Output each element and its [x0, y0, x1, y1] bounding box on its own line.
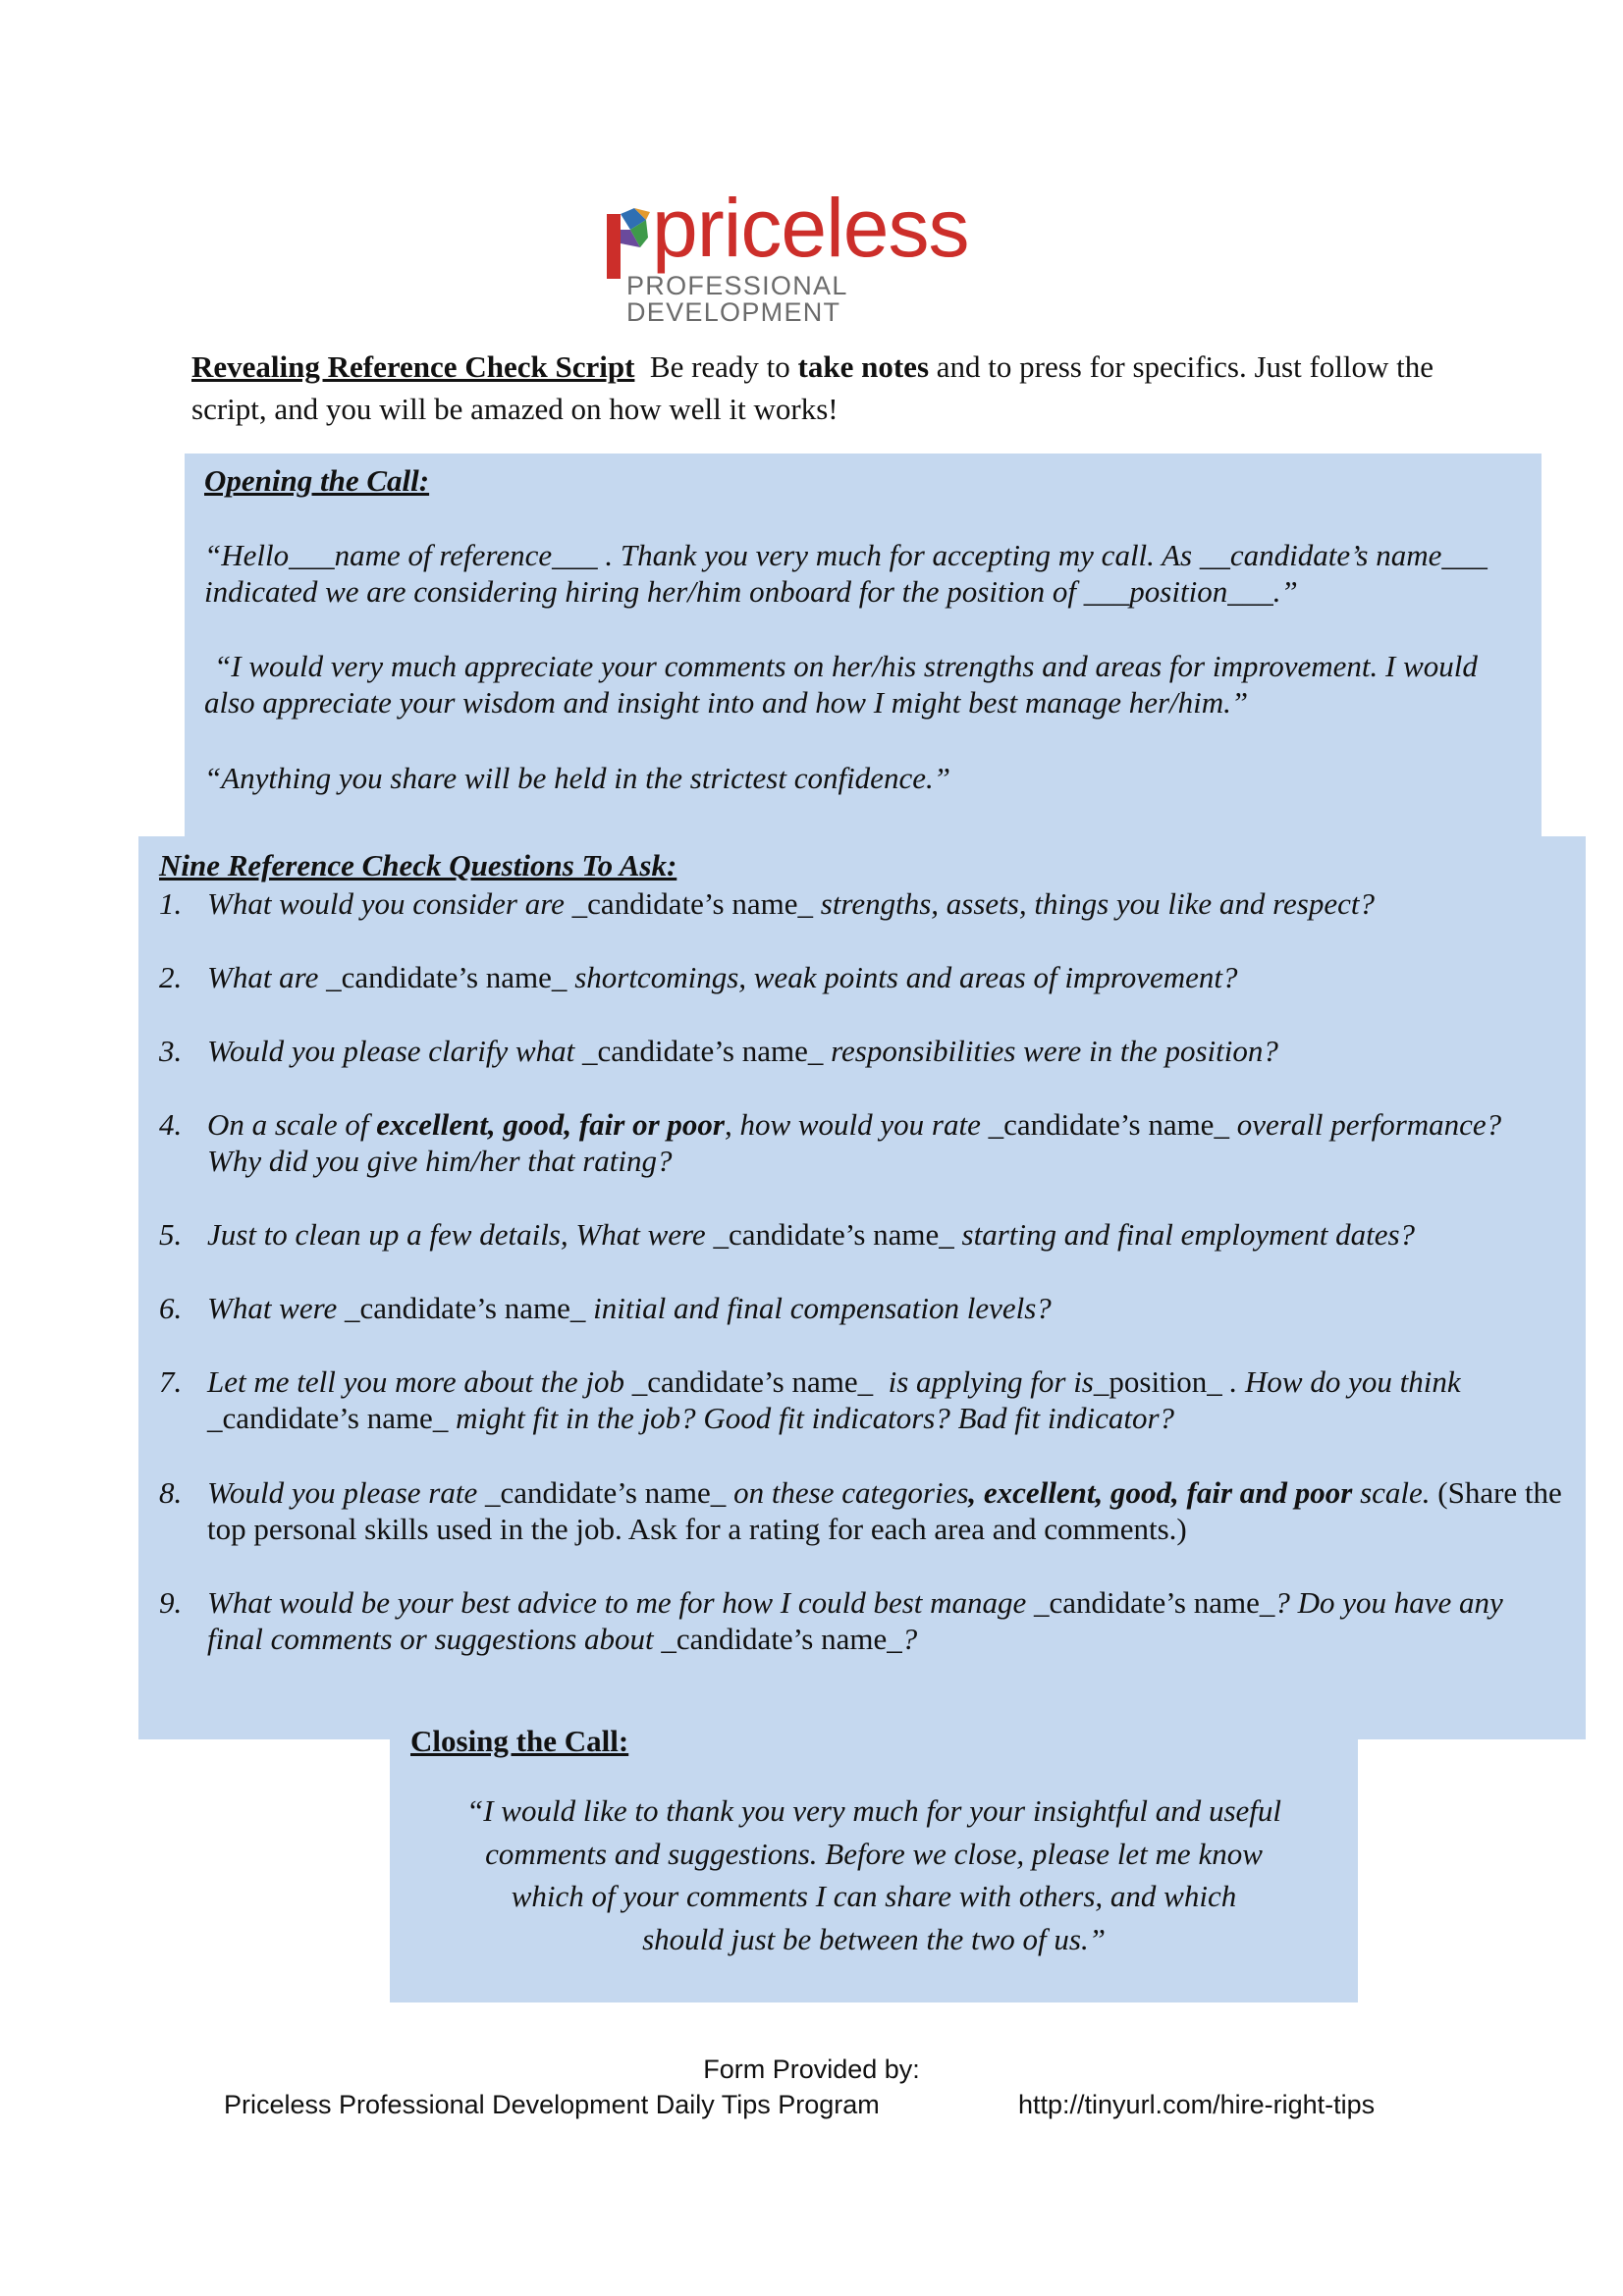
candidate-placeholder: _candidate’s name_ [713, 1217, 954, 1252]
question-number: 4. [159, 1107, 183, 1142]
question-number: 2. [159, 960, 183, 994]
question-number: 9. [159, 1585, 183, 1620]
logo-star-icon [601, 204, 652, 281]
question-text: ? [901, 1622, 918, 1656]
question-text: What are [207, 960, 319, 994]
question-text: Would you please clarify what [207, 1034, 575, 1068]
opening-heading: Opening the Call: [204, 463, 430, 498]
document-title: Revealing Reference Check Script [191, 349, 635, 384]
question-text: might fit in the job? Good fit indicators? Bad fit indicator? [456, 1401, 1175, 1435]
question-text: . How do you think [1229, 1364, 1461, 1399]
question-text: shortcomings, weak points and areas of improvement? [574, 960, 1238, 994]
closing-line: which of your comments I can share with others, and which [511, 1879, 1237, 1913]
question-number: 3. [159, 1034, 183, 1068]
question-number: 1. [159, 886, 183, 921]
footer-provided-by: Form Provided by: [703, 2055, 920, 2084]
footer-link[interactable]: http://tinyurl.com/hire-right-tips [1018, 2090, 1376, 2119]
closing-heading: Closing the Call: [410, 1724, 629, 1758]
question-text: is applying for is [888, 1364, 1094, 1399]
question-text: Just to clean up a few details, What were [207, 1217, 706, 1252]
question-text: starting and final employment dates? [961, 1217, 1416, 1252]
position-placeholder: _position_ [1093, 1364, 1222, 1399]
intro-text-1: Be ready to [649, 349, 790, 384]
candidate-placeholder: _candidate’s name_ [484, 1475, 727, 1510]
question-text: Let me tell you more about the job [207, 1364, 625, 1399]
question-text: What were [207, 1291, 338, 1325]
closing-line: comments and suggestions. Before we close, please let me know [485, 1836, 1263, 1871]
question-text: ? Do you have any final comments or suggestions about [207, 1585, 1503, 1656]
question-text: overall performance? Why did you give him/her that rating? [207, 1107, 1502, 1178]
question-number: 8. [159, 1475, 183, 1510]
closing-line: should just be between the two of us.” [642, 1921, 1106, 1956]
logo [601, 182, 1043, 327]
intro-text-2: and to press for specifics. Just follow the script, and you will be amazed on how well it works! [191, 349, 1434, 426]
question-text: On a scale of [207, 1107, 369, 1142]
question-text: initial and final compensation levels? [593, 1291, 1052, 1325]
opening-paragraph-2: “I would very much appreciate your comments on her/his strengths and areas for improvement. I would also appreciate your wisdom and insight into and how I might best manage her/him.” [204, 649, 1478, 720]
candidate-placeholder: _candidate’s name_ [345, 1291, 586, 1325]
question-number: 5. [159, 1217, 183, 1252]
intro-paragraph [191, 346, 1438, 430]
question-text: strengths, assets, things you like and respect? [820, 886, 1376, 921]
questions-heading: Nine Reference Check Questions To Ask: [159, 848, 677, 882]
candidate-placeholder: _candidate’s name_ [207, 1401, 449, 1435]
candidate-placeholder: _candidate’s name_ [1034, 1585, 1275, 1620]
logo-tagline: PROFESSIONAL DEVELOPMENT [626, 271, 847, 327]
opening-paragraph-1: “Hello___name of reference___ . Thank you very much for accepting my call. As __candidate’s name___ indicated we are considering hiring her/him onboard for the position of ___position___.” [204, 538, 1488, 609]
rating-scale: , excellent, good, fair and poor [968, 1475, 1353, 1510]
footer-program: Priceless Professional Development Daily Tips Program [224, 2090, 880, 2119]
opening-paragraph-3: “Anything you share will be held in the strictest confidence.” [204, 761, 950, 795]
logo-wordmark: priceless [652, 182, 969, 274]
question-text: scale. [1360, 1475, 1431, 1510]
question-text: Would you please rate [207, 1475, 478, 1510]
candidate-placeholder: _candidate’s name_ [571, 886, 813, 921]
question-text: What would you consider are [207, 886, 565, 921]
candidate-placeholder: _candidate’s name_ [582, 1034, 824, 1068]
question-number: 6. [159, 1291, 183, 1325]
candidate-placeholder: _candidate’s name_ [326, 960, 568, 994]
question-text: responsibilities were in the position? [831, 1034, 1278, 1068]
closing-paragraph [412, 1789, 1335, 1960]
candidate-placeholder: _candidate’s name_ [988, 1107, 1229, 1142]
candidate-placeholder: _candidate’s name_ [631, 1364, 874, 1399]
question-number: 7. [159, 1364, 183, 1399]
question-note: (Share the top personal skills used in the job. Ask for a rating for each area and comments.) [207, 1475, 1562, 1546]
candidate-placeholder: _candidate’s name_ [661, 1622, 902, 1656]
intro-bold: take notes [797, 349, 930, 384]
question-text: What would be your best advice to me for how I could best manage [207, 1585, 1027, 1620]
closing-line: “I would like to thank you very much for your insightful and useful [465, 1793, 1281, 1828]
question-text: on these categories [733, 1475, 969, 1510]
question-text: , how would you rate [724, 1107, 981, 1142]
rating-scale: excellent, good, fair or poor [376, 1107, 725, 1142]
